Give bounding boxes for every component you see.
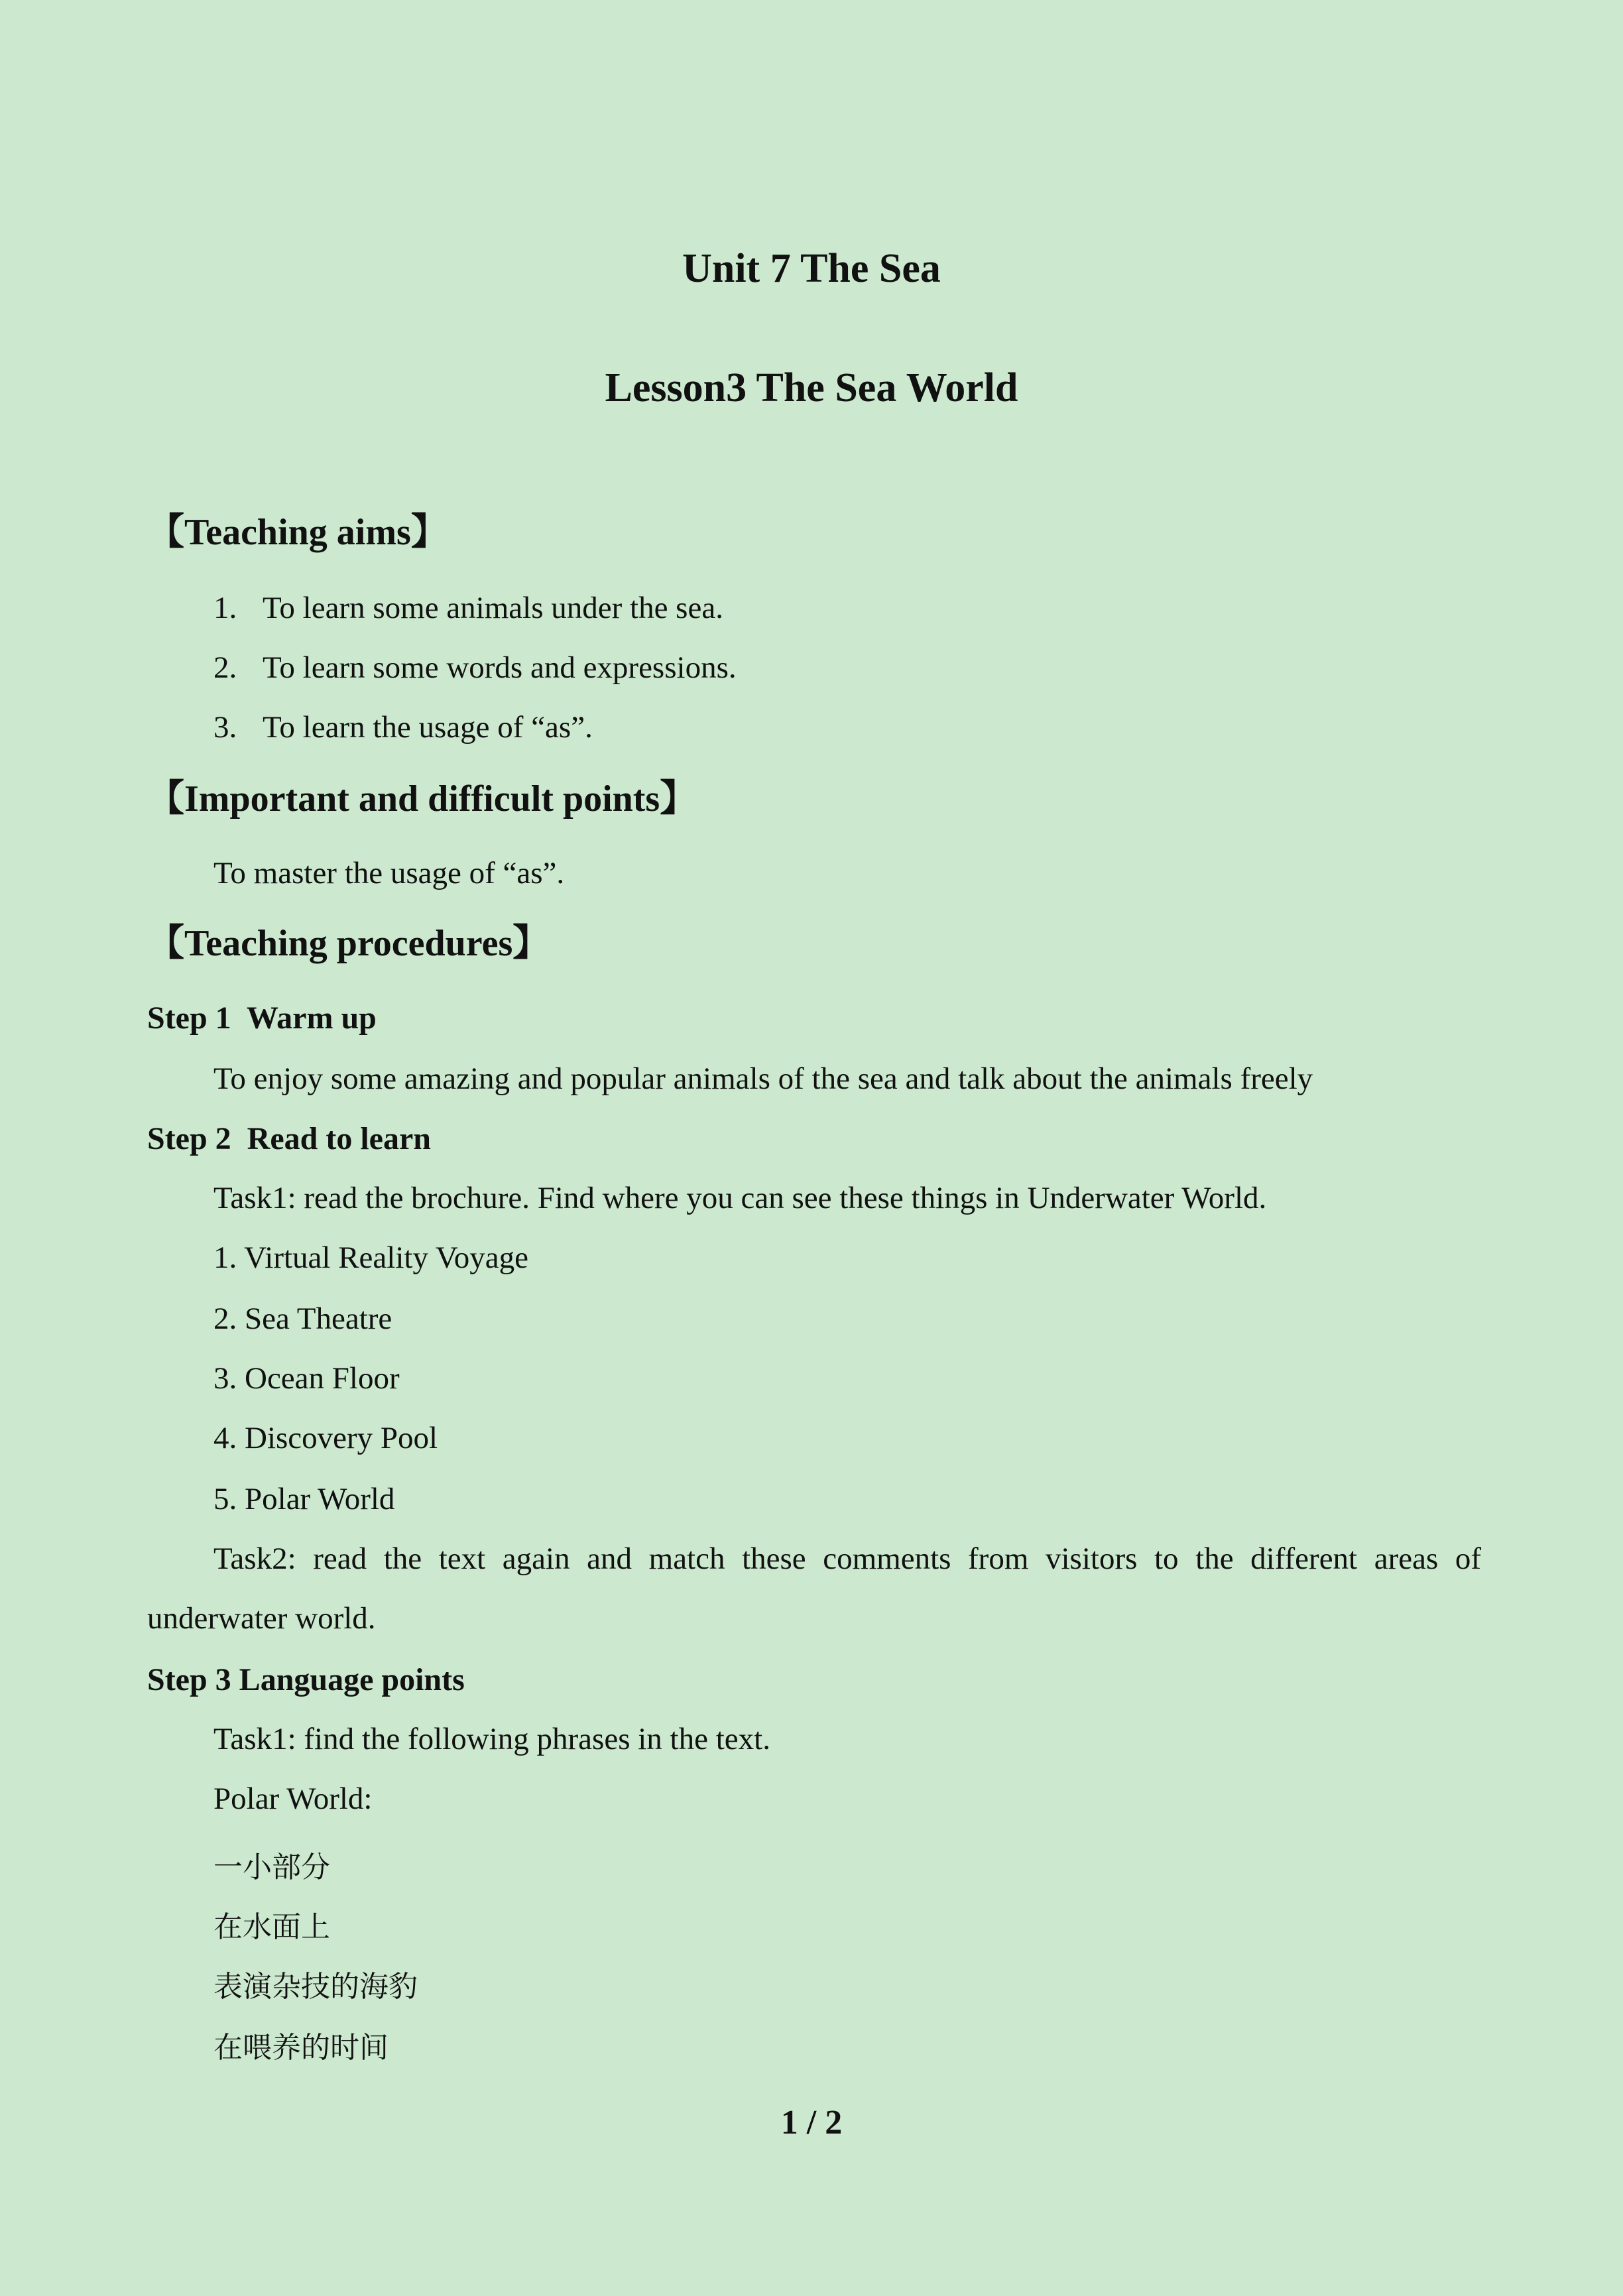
step3-task1: Task1: find the following phrases in the text. — [213, 1722, 770, 1756]
step1-text: To enjoy some amazing and popular animals of the sea and talk about the animals freely — [213, 1061, 1313, 1096]
aim-number: 1. — [213, 591, 237, 625]
page-number: 1 / 2 — [780, 2104, 843, 2142]
teaching-aims-heading: 【Teaching aims】 — [147, 512, 448, 553]
step1-title: Step 1 Warm up — [147, 1000, 377, 1036]
step2-task2-line1: Task2: read the text again and match these comments from visitors to the different areas of — [213, 1541, 1481, 1576]
step3-title: Step 3 Language points — [147, 1662, 465, 1697]
aim-text: To learn some animals under the sea. — [263, 591, 723, 625]
area-item: 5. Polar World — [213, 1482, 395, 1516]
area-item: 1. Virtual Reality Voyage — [213, 1240, 528, 1275]
aim-number: 3. — [213, 710, 237, 745]
aim-number: 2. — [213, 650, 237, 685]
step2-task1: Task1: read the brochure. Find where you can see these things in Underwater World. — [213, 1181, 1267, 1215]
step2-title: Step 2 Read to learn — [147, 1121, 431, 1156]
area-item: 2. Sea Theatre — [213, 1301, 392, 1336]
step3-area-label: Polar World: — [213, 1782, 373, 1816]
lesson-title: Lesson3 The Sea World — [605, 365, 1018, 410]
important-points-heading: 【Important and difficult points】 — [147, 778, 697, 819]
phrase-item: 在水面上 — [213, 1910, 330, 1944]
area-item: 3. Ocean Floor — [213, 1361, 400, 1396]
step2-task2-line2: underwater world. — [147, 1601, 376, 1636]
important-points-text: To master the usage of “as”. — [213, 856, 565, 890]
document-title: Unit 7 The Sea — [682, 246, 941, 291]
phrase-item: 在喂养的时间 — [213, 2031, 389, 2065]
aim-text: To learn the usage of “as”. — [263, 710, 593, 745]
phrase-item: 表演杂技的海豹 — [213, 1970, 418, 2004]
phrase-item: 一小部分 — [213, 1850, 330, 1884]
aim-text: To learn some words and expressions. — [263, 650, 737, 685]
teaching-procedures-heading: 【Teaching procedures】 — [147, 923, 550, 964]
area-item: 4. Discovery Pool — [213, 1421, 438, 1455]
